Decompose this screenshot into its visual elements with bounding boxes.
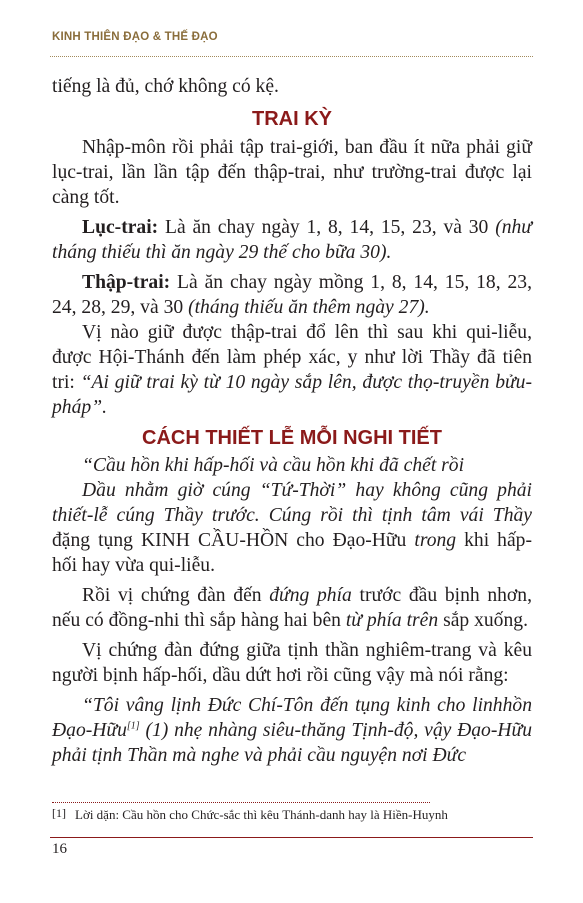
thap-trai-note: (tháng thiếu ăn thêm ngày 27). — [188, 297, 430, 318]
section-heading-cach-thiet-le: CÁCH THIẾT LỄ MỖI NGHI TIẾT — [142, 427, 442, 449]
continuation-line: tiếng là đủ, chớ không có kệ. — [52, 76, 279, 97]
thap-trai-label: Thập-trai: — [82, 272, 171, 293]
footnote-number: [1] — [52, 806, 66, 820]
section-heading-trai-ky: TRAI KỲ — [252, 108, 332, 130]
paragraph-thiet-le-italic: Dầu nhằm giờ cúng “Tứ-Thời” hay không cũng phải thiết-lễ cúng Thầy trước. Cúng rồi thì tịnh tâm vái Thầy — [52, 480, 532, 526]
paragraph-thiet-le — [52, 478, 532, 578]
footnote-text: Lời dặn: Cầu hồn cho Chức-sắc thì kêu Thánh-danh hay là Hiền-Huynh — [75, 807, 448, 822]
header-divider — [50, 56, 533, 57]
page-body — [52, 74, 532, 768]
paragraph-thiet-le-a: đặng tụng KINH CẦU-HỒN cho Đạo-Hữu — [52, 530, 415, 551]
paragraph-chung-dan-b: trước đầu bịnh nhơn, nếu có đồng-nhi thì sắp hàng hai bên — [52, 585, 532, 631]
luc-trai-paragraph — [52, 215, 532, 265]
luc-trai-label: Lục-trai: — [82, 217, 159, 238]
page-number: 16 — [52, 841, 67, 857]
footer-divider — [50, 837, 533, 838]
paragraph-chung-dan-a: Rồi vị chứng đàn đến — [82, 585, 270, 606]
footnote-marker[interactable]: [1] — [126, 720, 140, 732]
paragraph-thiet-le-b: khi hấp-hối hay vừa qui-liễu. — [52, 530, 532, 576]
closing-text: Vị nào giữ được thập-trai đổ lên thì sau khi qui-liễu, được Hội-Thánh đến làm phép xác, y như lời Thầy đã tiên tri: — [52, 322, 532, 393]
word-trong: trong — [414, 530, 457, 551]
footnote-divider — [52, 802, 430, 803]
phrase-tu-phia-tren: từ phía trên — [345, 610, 439, 631]
luc-trai-text: Là ăn chay ngày 1, 8, 14, 15, 23, và 30 — [158, 217, 496, 238]
phrase-dung-phia: đứng phía — [269, 585, 352, 606]
luc-trai-note: (như tháng thiếu thì ăn ngày 29 thế cho bữa 30). — [52, 217, 532, 263]
cau-hon-subtitle: “Cầu hồn khi hấp-hối và cầu hồn khi đã chết rồi — [82, 455, 465, 476]
thap-trai-text: Là ăn chay ngày mồng 1, 8, 14, 15, 18, 23, 24, 28, 29, và 30 — [52, 272, 532, 318]
trai-ky-intro: Nhập-môn rồi phải tập trai-giới, ban đầu ít nữa phải giữ lục-trai, lần lần tập đến thập-trai, như trường-trai được lại càng tốt. — [52, 137, 532, 208]
paragraph-chung-dan — [52, 583, 532, 633]
prayer-quote-b: (1) nhẹ nhàng siêu-thăng Tịnh-độ, vậy Đạo-Hữu phải tịnh Thần mà nghe và phải cầu nguyện nơi Đức — [52, 720, 532, 766]
trai-ky-closing — [52, 320, 532, 420]
running-head: KINH THIÊN ĐẠO & THẾ ĐẠO — [52, 31, 218, 43]
prayer-quote-a: “Tôi vâng lịnh Đức Chí-Tôn đến tụng kinh cho linhhồn Đạo-Hữu — [52, 695, 532, 741]
paragraph-keu-nguoi-binh: Vị chứng đàn đứng giữa tịnh thần nghiêm-trang và kêu người bịnh hấp-hối, dầu dứt hơi rồi cũng vậy mà nói rằng: — [52, 640, 532, 686]
paragraph-chung-dan-c: sắp xuống. — [438, 610, 528, 631]
closing-quote: “Ai giữ trai kỳ từ 10 ngày sắp lên, được thọ-truyền bửu-pháp”. — [52, 372, 533, 418]
thap-trai-paragraph — [52, 270, 532, 320]
prayer-quote — [52, 693, 532, 768]
